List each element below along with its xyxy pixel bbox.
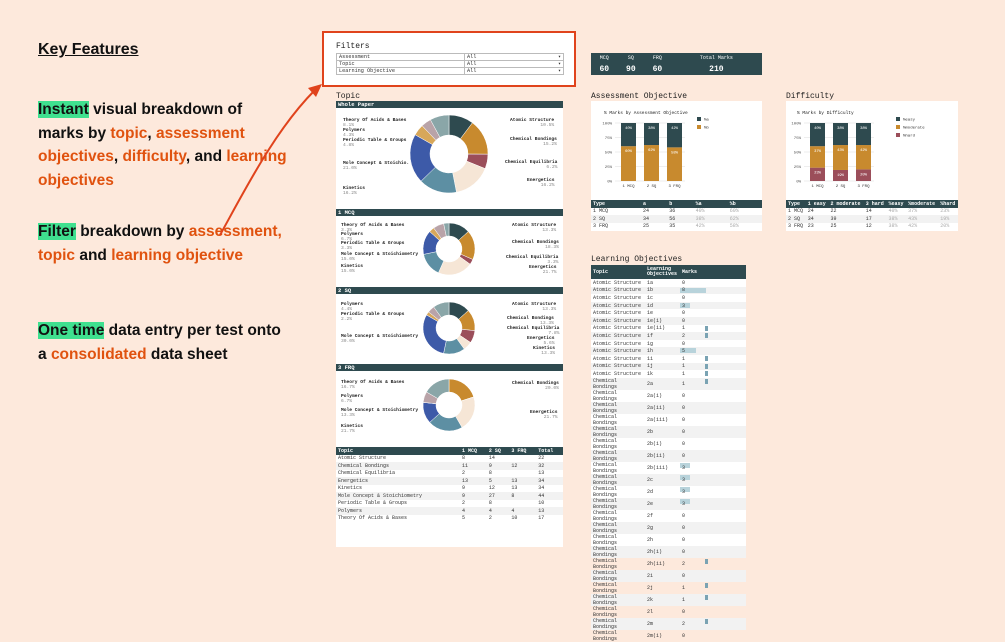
whole-paper-bar: Whole Paper <box>336 101 563 108</box>
donut-label: Kinetics 21.7% <box>341 424 364 434</box>
table-row: Chemical Bondings 2d 3 <box>591 486 746 498</box>
data-label: 40% <box>814 127 821 131</box>
legend-label: %b <box>704 126 709 131</box>
donut-label: Chemical Bondings 18.3% <box>512 240 559 250</box>
table-row: Atomic Structure 1i 1 <box>591 355 746 363</box>
table-row: Theory Of Acids & Bases 5 2 10 17 <box>338 515 545 522</box>
table-row: Chemical Bondings 2j 1 <box>591 582 746 594</box>
table-row: Atomic Structure 1k 1 <box>591 370 746 378</box>
legend-swatch <box>896 125 900 129</box>
donut-label: Polymers 6.7% <box>341 232 364 242</box>
donut-label: Mole Concept & Stoichiometry 30.0% <box>341 334 419 344</box>
donut-label: Mole Concept & Stoichiometry 13.3% <box>341 408 419 418</box>
learning-objective-dropdown[interactable]: All ▾ <box>465 68 564 75</box>
table-row: Atomic Structure 1f 2 <box>591 332 746 340</box>
table-row: Chemical Bondings 2i 0 <box>591 570 746 582</box>
topic-dropdown[interactable]: All ▾ <box>465 61 564 68</box>
data-label: 42% <box>671 127 678 131</box>
legend-label: %easy <box>903 118 916 123</box>
mcq-bar: 1 MCQ <box>336 209 563 216</box>
totals-table: MCQ SQ FRQ Total Marks 60 90 60 210 <box>591 53 762 75</box>
lo-title: Learning Objectives <box>591 255 683 264</box>
category-label: 2 SQ <box>835 185 846 189</box>
donut-label: Kinetics 16.2% <box>343 186 366 196</box>
donut-label: Atomic Structure 10.5% <box>510 118 555 128</box>
table-row: Chemical Bondings 2a(iii) 0 <box>593 413 686 426</box>
marks-bar <box>705 559 708 564</box>
topic-title: Topic <box>336 92 361 101</box>
difficulty-bar-chart <box>786 101 958 201</box>
marks-bar <box>705 326 708 331</box>
legend-label: %moderate <box>903 126 925 131</box>
all-total: 210 <box>671 63 762 75</box>
table-row: Chemical Bondings 2e 3 <box>591 498 746 510</box>
table-row: 1 MCQ 24 36 40% 60% <box>593 208 739 215</box>
marks-bar <box>705 619 708 624</box>
filter-row-lo: Learning Objective All ▾ <box>337 68 564 75</box>
chevron-down-icon: ▾ <box>557 61 561 67</box>
frq-bar: 3 FRQ <box>336 364 563 371</box>
filter-row-topic: Topic All ▾ <box>337 61 564 68</box>
donut-label: Kinetics 15.0% <box>341 264 364 274</box>
donut-label: Energetics 5.6% <box>527 336 555 346</box>
feature-instant: Instant visual breakdown of marks by topic, assessment objectives, difficulty, and learning objectives <box>38 101 287 189</box>
table-row: Atomic Structure 1e(i) 0 <box>591 317 746 325</box>
table-row: Atomic Structure 1g 0 <box>593 340 686 347</box>
table-row: Chemical Bondings 2a 1 <box>591 378 746 390</box>
donut-label: Periodic Table & Groups 2.2% <box>341 312 405 322</box>
donut-label: Atomic Structure 13.3% <box>512 302 557 312</box>
data-label: 40% <box>625 127 632 131</box>
donut-label: Periodic Table & Groups 3.3% <box>341 241 405 251</box>
donut-label: Theory Of Acids & Bases 8.1% <box>343 118 407 128</box>
legend-label: %a <box>704 118 709 123</box>
marks-bar <box>705 333 708 338</box>
donut-slice <box>449 379 474 401</box>
donut-frq <box>423 379 475 431</box>
table-row: Chemical Bondings 2b 0 <box>591 426 746 438</box>
table-row: 3 FRQ 25 35 42% 58% <box>593 223 739 230</box>
table-row: Chemical Bondings 2h(i) 0 <box>591 546 746 558</box>
chevron-down-icon: ▾ <box>557 68 561 74</box>
marks-bar <box>705 364 708 369</box>
difficulty-title: Difficulty <box>786 92 835 101</box>
table-row: Chemical Bondings 2g 0 <box>591 522 746 534</box>
data-label: 19% <box>837 173 844 178</box>
donut-slice <box>423 315 446 353</box>
chevron-down-icon: ▾ <box>557 54 561 60</box>
table-row: Mole Concept & Stoichiometry 9 27 8 44 <box>336 492 563 500</box>
tick-label: 25% <box>793 166 801 170</box>
tick-label: 50% <box>793 151 801 156</box>
table-row: Atomic Structure 1d 3 <box>591 302 746 310</box>
difficulty-table: Type 1 easy 2 moderate 3 hard %easy %moderate %hard 1 MCQ 24 22 14 40% 37% 23% 2 SQ 34 39 17 38% 43% 19% 3 FRQ 23 25 12 38% 42% 20% <box>786 200 958 230</box>
donut-label: Energetics 21.7% <box>530 410 558 420</box>
legend-swatch <box>697 117 701 121</box>
donut-label: Chemical Equilibria 6.2% <box>505 160 558 170</box>
donut-label: Chemical Equilibria 7.8% <box>507 326 560 336</box>
marks-bar <box>705 356 708 361</box>
table-row: Atomic Structure 1b 8 <box>591 287 746 295</box>
data-label: 43% <box>837 149 844 154</box>
tick-label: 0% <box>796 180 801 185</box>
category-label: 2 SQ <box>646 185 657 189</box>
legend-swatch <box>697 125 701 129</box>
category-label: 1 MCQ <box>622 185 635 189</box>
table-row: Kinetics 9 12 13 34 <box>338 485 545 492</box>
legend-swatch <box>896 117 900 121</box>
table-row: Chemical Bondings 2a(ii) 0 <box>591 402 746 414</box>
filter-row-assessment: Assessment All ▾ <box>337 54 564 61</box>
donut-label: Kinetics 13.3% <box>533 346 556 356</box>
table-row: Chemical Bondings 2a(i) 0 <box>593 389 686 402</box>
tick-label: 0% <box>607 180 612 185</box>
table-row: Chemical Bondings 2b(ii) 0 <box>591 450 746 462</box>
donut-whole-paper <box>410 115 488 193</box>
table-row: Chemical Bondings 2m 2 <box>591 618 746 630</box>
legend-label: %hard <box>903 134 916 139</box>
table-row: Chemical Bondings 2b(i) 0 <box>593 437 686 450</box>
data-label: 38% <box>837 127 844 131</box>
table-row: Chemical Bondings 2m(i) 0 <box>593 629 686 642</box>
donut-label: Energetics 21.7% <box>529 265 557 275</box>
marks-bar <box>705 371 708 376</box>
category-label: 3 FRQ <box>668 185 681 189</box>
donut-label: Polymers 4.4% <box>341 302 364 312</box>
data-label: 37% <box>814 150 821 155</box>
data-label: 23% <box>814 171 821 176</box>
donut-label: Energetics 16.2% <box>527 178 555 188</box>
donut-label: Periodic Table & Groups 4.8% <box>343 138 407 148</box>
table-row: Chemical Bondings 2b(iii) 3 <box>591 462 746 474</box>
table-row: Chemical Bondings 11 9 12 32 <box>336 462 563 470</box>
table-row: Atomic Structure 1a 0 <box>593 279 686 286</box>
difficulty-chart-title: % Marks by Difficulty <box>797 111 854 116</box>
frq-total: 60 <box>644 63 671 75</box>
table-row: 2 SQ 34 56 38% 62% <box>591 215 762 223</box>
data-label: 58% <box>671 151 678 156</box>
marks-bar <box>705 379 708 384</box>
lo-sheet <box>591 265 746 642</box>
donut-label: Atomic Structure 13.3% <box>512 223 557 233</box>
data-label: 20% <box>860 173 867 178</box>
tick-label: 50% <box>604 151 612 156</box>
table-row: 3 FRQ 23 25 12 38% 42% 20% <box>788 223 950 230</box>
ao-chart-title: % Marks by Assessment Objective <box>604 111 688 116</box>
category-label: 1 MCQ <box>811 185 824 189</box>
marks-bar <box>705 583 708 588</box>
category-label: 3 FRQ <box>857 185 870 189</box>
donut-label: Chemical Equilibria 3.3% <box>506 255 559 265</box>
table-row: Chemical Bondings 2h(ii) 2 <box>591 558 746 570</box>
donut-label: Polymers 4.3% <box>343 128 366 138</box>
table-row: Chemical Bondings 2f 0 <box>593 509 686 522</box>
table-row: Chemical Bondings 2l 0 <box>593 605 686 618</box>
table-row: Energetics 13 5 13 34 <box>336 477 563 485</box>
table-row: Atomic Structure 1c 0 <box>593 294 686 301</box>
table-row: Atomic Structure 1h 5 <box>591 347 746 355</box>
ao-table: Type a b %a %b 1 MCQ 24 36 40% 60% 2 SQ 34 56 38% 62% 3 FRQ 25 35 42% 58% <box>591 200 762 230</box>
filters-title: Filters <box>336 42 370 51</box>
mcq-total: 60 <box>591 63 618 75</box>
table-row: Chemical Bondings 2c 3 <box>591 474 746 486</box>
feature-one-time: One time data entry per test onto a consolidated data sheet <box>38 322 281 363</box>
key-features-title: Key Features <box>38 41 139 58</box>
donut-label: Mole Concept & Stoichio. 21.0% <box>343 161 410 171</box>
donut-label: Chemical Bondings 15.2% <box>510 137 557 147</box>
topic-table: Topic 1 MCQ 2 SQ 3 FRQ Total Atomic Structure 8 14 22 Chemical Bondings 11 9 12 32 Chemical Equilibria 2 8 13 Energetics 13 5 13 34 Kinetics 9 12 13 34 Mole Concept & Stoichiometry 9 27 8 44 Periodic Table & Groups 2 8 10 Polymers 4 4 4 13 Theory Of Acids & Bases 5 2 10 17 <box>336 447 563 522</box>
data-label: 38% <box>648 127 655 131</box>
table-row: Atomic Structure 1e 0 <box>593 310 686 317</box>
table-row: Atomic Structure 1j 1 <box>591 363 746 371</box>
table-row: 1 MCQ 24 22 14 40% 37% 23% <box>788 208 950 215</box>
table-row: Chemical Bondings 2h 0 <box>593 533 686 546</box>
donut-label: Chemical Bondings 13.3% <box>507 316 554 326</box>
marks-bar <box>705 595 708 600</box>
donut-label: Theory Of Acids & Bases 16.7% <box>341 380 405 390</box>
data-label: 38% <box>860 127 867 131</box>
donut-mcq <box>423 223 475 275</box>
table-row: Atomic Structure 1e(ii) 1 <box>591 325 746 333</box>
ao-title: Assessment Objective <box>591 92 688 101</box>
assessment-dropdown[interactable]: All ▾ <box>465 54 564 61</box>
table-row: Polymers 4 4 4 13 <box>336 507 563 515</box>
tick-label: 100% <box>791 122 801 127</box>
lo-table: Topic Learning Objectives Marks Atomic Structure 1a 0 Atomic Structure 1b 8 Atomic Structure 1c 0 Atomic Structure 1d 3 Atomic Structure 1e 0 Atomic Structure 1e(i) 0 Atomic Structure 1e(ii) 1 Atomic Structure 1f 2 Atomic Structure 1g 0 Atomic Structure 1h 5 Atomic Structure 1i 1 Atomic Structure 1j 1 Atomic Structure 1k 1 Chemical Bondings 2a 1 Chemical Bondings 2a(i) 0 Chemical Bondings 2a(ii) 0 Chemical Bondings 2a(iii) 0 Chemical Bondings 2b 0 Chemical Bondings 2b(i) 0 Chemical Bondings 2b(ii) 0 Chemical Bondings 2b(iii) 3 Chemical Bondings 2c 3 Chemical Bondings 2d 3 Chemical Bondings 2e 3 Chemical Bondings 2f 0 Chemical Bondings 2g 0 Chemical Bondings 2h 0 Chemical Bondings 2h(i) 0 Chemical Bondings 2h(ii) 2 Chemical Bondings 2i 0 Chemical Bondings 2j 1 Chemical Bondings 2k 1 Chemical Bondings 2l 0 Chemical Bondings 2m 2 Chemical Bondings 2m(i) 0 <box>591 265 746 642</box>
table-row: Chemical Bondings 2k 1 <box>591 594 746 606</box>
tick-label: 75% <box>793 137 801 141</box>
tick-label: 100% <box>602 122 612 127</box>
table-row: Atomic Structure 8 14 22 <box>338 455 545 462</box>
data-label: 42% <box>860 149 867 154</box>
ao-bar-chart <box>591 101 762 201</box>
donut-label: Chemical Bondings 20.0% <box>512 381 559 391</box>
table-row: Chemical Equilibria 2 8 13 <box>338 470 545 477</box>
tick-label: 25% <box>604 166 612 170</box>
donut-label: Mole Concept & Stoichiometry 15.0% <box>341 252 419 262</box>
sq-total: 90 <box>618 63 645 75</box>
feature-filter: Filter breakdown by assessment, topic and learning objective <box>38 223 282 264</box>
table-row: 2 SQ 34 39 17 38% 43% 19% <box>786 215 958 223</box>
data-label: 60% <box>625 150 632 155</box>
donut-label: Polymers 6.7% <box>341 394 364 404</box>
data-label: 62% <box>648 149 655 154</box>
table-row: Periodic Table & Groups 2 8 10 <box>338 500 545 507</box>
legend-swatch <box>896 133 900 137</box>
tick-label: 75% <box>604 137 612 141</box>
sq-bar: 2 SQ <box>336 287 563 294</box>
donut-label: Theory Of Acids & Bases 3.3% <box>341 223 405 233</box>
donut-sq <box>423 302 475 354</box>
